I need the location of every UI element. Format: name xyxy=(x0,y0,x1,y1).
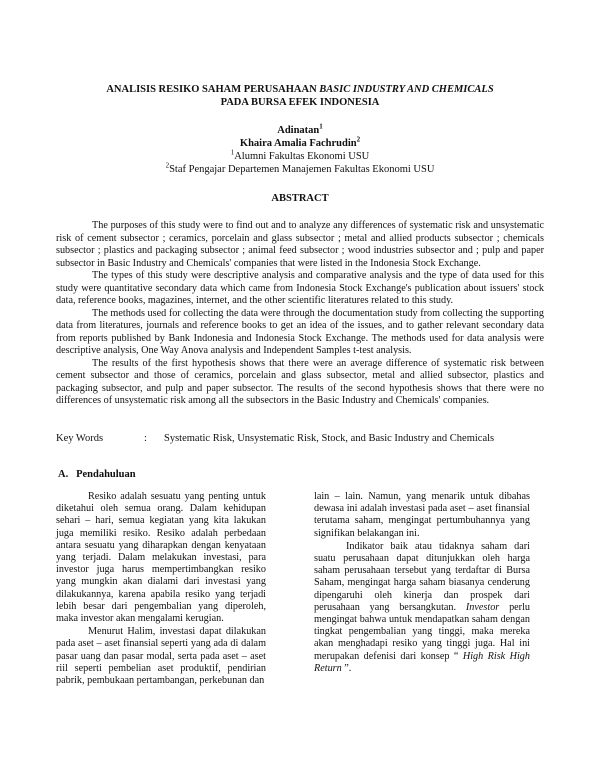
affiliation-1-sup: 1 xyxy=(230,148,235,157)
affiliation-2-sup: 2 xyxy=(165,161,170,170)
body-column-left xyxy=(56,491,266,688)
paper-title xyxy=(60,83,540,109)
author-2 xyxy=(100,137,500,150)
body-right-paragraph-1: lain – lain. Namun, yang menarik untuk dibahas dewasa ini adalah investasi pada aset – aset finansial terutama saham, mengingat pertumbuhannya yang signifikan belakangan ini. xyxy=(314,491,530,539)
affiliation-1 xyxy=(100,150,500,163)
title-line-1 xyxy=(60,83,540,96)
title-line-1-normal: ANALISIS RESIKO SAHAM PERUSAHAAN xyxy=(106,84,320,95)
body-right-p2-part-c: perlu mengingat bahwa untuk mendapatkan saham dengan tingkat pengembalian yang tinggi, maka mereka akan menghadapi resiko yang tinggi juga. Hal ini merupakan defenisi dari konsep “ xyxy=(314,601,530,662)
body-right-p2-investor: Investor xyxy=(465,601,500,613)
author-block xyxy=(100,124,500,176)
affiliation-2 xyxy=(100,163,500,176)
body-right-p2-part-e: ”. xyxy=(341,662,352,674)
abstract-paragraph-3: The methods used for collecting the data were through the documentation study from collecting the supporting data from literatures, journals and reference books to get an idea of the issues, and to gather relevant secondary data from reports published by Bank Indonesia and Indonesia Stock Exchange. The methods used for data analysis were descriptive analysis, One Way Anova analysis and Independent Samples t-test analysis. xyxy=(56,307,544,356)
abstract-body xyxy=(56,220,544,408)
abstract-paragraph-1: The purposes of this study were to find out and to analyze any differences of systematic risk and unsystematic risk of cement subsector ; ceramics, porcelain and glass subsector ; metal and allied products subsector ; chemicals subsector ; plastics and packaging subsector ; animal feed subsector ; wood industries subsector and ; pulp and paper subsector in Basic Industry and Chemicals' companies that were listed in the Indonesia Stock Exchange. xyxy=(56,220,544,269)
abstract-paragraph-4: The results of the first hypothesis shows that there were an average difference of systematic risk between cement subsector and those of ceramics, porcelain and glass subsector, metal and allied subsector, plastics and packaging subsector, and pulp and paper subsector. The results of the second hypothesis shows that there were no differences of unsystematic risk among all the subsectors in the Basic Industry and Chemicals' companies. xyxy=(56,357,544,406)
author-1-name: Adinatan xyxy=(277,125,320,136)
affiliation-1-text: Alumni Fakultas Ekonomi USU xyxy=(234,151,370,162)
abstract-paragraph-2: The types of this study were descriptive analysis and comparative analysis and the type of data used for this study were quantitative secondary data which came from Indonesia Stock Exchange's publication about issuers' stock data, reference books, magazines, internet, and the other scientific literatures related to this study. xyxy=(56,270,544,306)
body-left-paragraph-2: Menurut Halim, investasi dapat dilakukan pada aset – aset finansial seperti yang ada di dalam pasar uang dan pasar modal, serta pada aset – aset riil seperti pembelian aset produktif, pendirian pabrik, pembukaan pertambangan, perkebunan dan xyxy=(56,626,266,687)
author-2-name: Khaira Amalia Fachrudin xyxy=(239,138,357,149)
author-2-sup: 2 xyxy=(356,135,361,144)
keywords-label: Key Words xyxy=(56,433,104,444)
body-left-paragraph-1: Resiko adalah sesuatu yang penting untuk diketahui oleh semua orang. Dalam kehidupan sehari – hari, semua kegiatan yang kita lakukan juga memiliki resiko. Resiko adalah perbedaan antara sesuatu yang diharapkan dengan kenyataan yang terjadi. Dalam melakukan investasi, para investor juga harus mempertimbangkan resiko yang mungkin akan dialami dari investasi yang dilakukannya, karena apabila resiko yang terjadi lebih besar dari pengembalian yang diperoleh, maka investor akan mengalami kerugian. xyxy=(56,491,266,625)
title-line-2: PADA BURSA EFEK INDONESIA xyxy=(220,97,380,108)
body-column-right xyxy=(314,491,530,676)
body-right-paragraph-2 xyxy=(314,541,530,675)
author-1 xyxy=(100,124,500,137)
abstract-heading: ABSTRACT xyxy=(271,193,329,204)
body-right-p2-part-a: Indikator baik atau tidaknya saham dari suatu perusahaan dapat ditunjukkan oleh harga saham perusahaan tersebut yang terdaftar di Bursa Saham, mengingat harga saham biasanya cenderung dipengaruhi oleh kinerja dan prospek dari perusahaan yang bersangkutan. xyxy=(314,540,530,613)
body-right-p2-high-risk: High Risk High Return xyxy=(314,650,530,674)
keywords-colon: : xyxy=(144,433,147,444)
keywords-value: Systematic Risk, Unsystematic Risk, Stock, and Basic Industry and Chemicals xyxy=(164,433,495,444)
affiliation-2-text: Staf Pengajar Departemen Manajemen Fakultas Ekonomi USU xyxy=(169,164,435,175)
author-1-sup: 1 xyxy=(319,122,323,131)
section-heading: A. Pendahuluan xyxy=(58,469,136,480)
title-line-1-italic: BASIC INDUSTRY AND CHEMICALS xyxy=(319,84,494,95)
